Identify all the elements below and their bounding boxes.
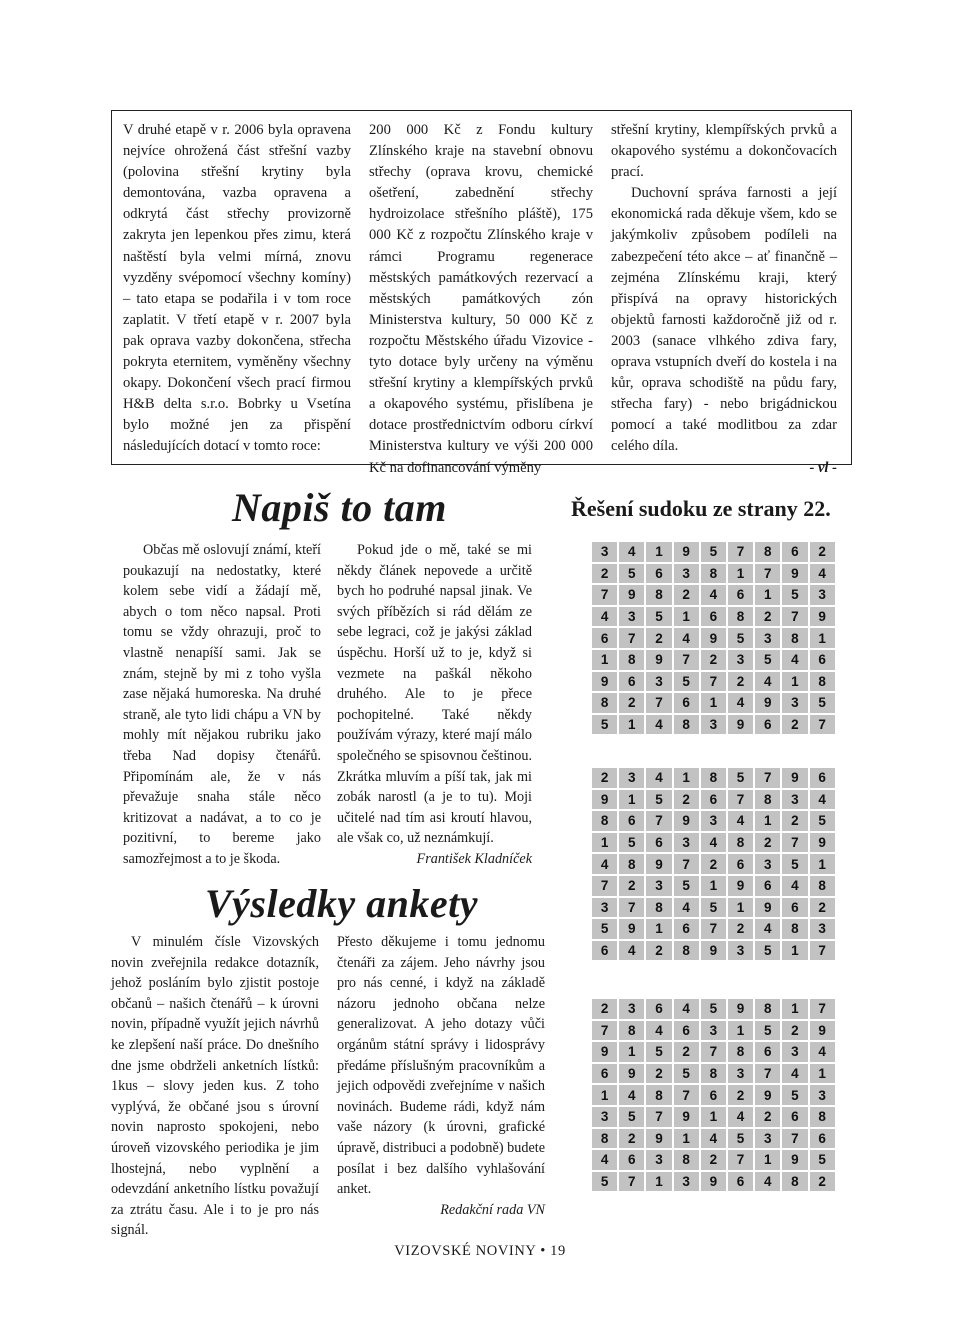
- sudoku-cell: 9: [618, 1063, 645, 1085]
- sudoku-cell: 2: [673, 1041, 700, 1063]
- anketa-col1: [111, 932, 319, 1241]
- sudoku-cell: 7: [727, 789, 754, 811]
- sudoku-row: [591, 897, 836, 919]
- sudoku-cell: 7: [781, 832, 808, 854]
- sudoku-cell: 8: [781, 1171, 808, 1193]
- sudoku-cell: 8: [618, 1020, 645, 1042]
- sudoku-cell: 3: [809, 918, 836, 940]
- sudoku-cell: 6: [809, 649, 836, 671]
- sudoku-cell: 3: [618, 767, 645, 789]
- sudoku-row: [591, 789, 836, 811]
- sudoku-cell: 3: [591, 1106, 618, 1128]
- sudoku-cell: 1: [591, 1084, 618, 1106]
- sudoku-cell: 9: [591, 789, 618, 811]
- sudoku-cell: 8: [727, 1041, 754, 1063]
- sudoku-row: [591, 1128, 836, 1150]
- sudoku-cell: 4: [673, 627, 700, 649]
- sudoku-cell: 5: [645, 606, 672, 628]
- sudoku-cell: 9: [591, 1041, 618, 1063]
- sudoku-cell: 1: [618, 1041, 645, 1063]
- sudoku-cell: 8: [781, 627, 808, 649]
- sudoku-cell: 9: [754, 1084, 781, 1106]
- sudoku-row: [591, 810, 836, 832]
- sudoku-cell: 1: [781, 671, 808, 693]
- sudoku-row: [591, 649, 836, 671]
- sudoku-cell: 3: [754, 627, 781, 649]
- sudoku-cell: 1: [809, 1063, 836, 1085]
- sudoku-cell: 5: [591, 714, 618, 736]
- sudoku-cell: 5: [727, 1128, 754, 1150]
- sudoku-cell: 4: [618, 1084, 645, 1106]
- sudoku-cell: 2: [700, 1149, 727, 1171]
- sudoku-title: Řešení sudoku ze strany 22.: [571, 496, 831, 521]
- sudoku-row: [591, 1041, 836, 1063]
- sudoku-cell: 5: [727, 627, 754, 649]
- sudoku-cell: 3: [781, 692, 808, 714]
- anketa-col2-text: Přesto děkujeme i tomu jednomu čtenáři za zájem. Jeho návrhy jsou pro nás cenné, i když na základě názoru jednoho občana nelze generalizovat. A jeho dotazy vůči orgánům státní správy i lidosprávy předáme příslušným pracovníkům a jejich odpovědi zveřejníme v našich novinách. Budeme rádi, když nám vaše názory (k úrovni, grafické úpravě, distribuci a podobně) budete posílat i bez dalšího vyhlašování anket.: [337, 934, 545, 1198]
- sudoku-cell: 9: [673, 1106, 700, 1128]
- sudoku-cell: 7: [809, 998, 836, 1020]
- sudoku-row: [591, 1063, 836, 1085]
- sudoku-cell: 2: [781, 714, 808, 736]
- sudoku-cell: 9: [700, 627, 727, 649]
- napis-col2-text: Pokud jde o mě, také se mi někdy článek nepovede a určitě bych ho podruhé napsal jinak. Ve svých příbězích si rád dělám ze sebe legraci, což je jakýsi základ úspěchu. Horší už to je, když si vezmete na paškál někoho druhého. Ale to je přece pochopitelné. Také někdy používám výrazy, které mají málo společného se spisovnou češtinou. Zkrátka mluvím a píší tak, jak mi zobák narostl (a je to tu). Moji učitelé nad tím asi kroutí hlavou, ale však co, už neznámkují.: [337, 542, 532, 847]
- sudoku-cell: 8: [754, 541, 781, 563]
- sudoku-cell: 3: [700, 1020, 727, 1042]
- sudoku-cell: 6: [809, 767, 836, 789]
- sudoku-cell: 4: [781, 1063, 808, 1085]
- sudoku-cell: 4: [700, 1128, 727, 1150]
- sudoku-cell: 6: [618, 671, 645, 693]
- sudoku-cell: 3: [618, 606, 645, 628]
- sudoku-cell: 9: [673, 810, 700, 832]
- sudoku-cell: 1: [700, 1106, 727, 1128]
- sudoku-cell: 7: [727, 541, 754, 563]
- sudoku-cell: 4: [673, 998, 700, 1020]
- sudoku-cell: 4: [809, 563, 836, 585]
- sudoku-cell: 6: [754, 1041, 781, 1063]
- sudoku-cell: 5: [700, 998, 727, 1020]
- sudoku-grid-3: [590, 997, 837, 1193]
- sudoku-cell: 6: [645, 832, 672, 854]
- sudoku-row: [591, 1106, 836, 1128]
- sudoku-cell: 2: [809, 897, 836, 919]
- sudoku-cell: 7: [754, 563, 781, 585]
- sudoku-cell: 3: [727, 940, 754, 962]
- sudoku-cell: 4: [673, 897, 700, 919]
- sudoku-cell: 1: [700, 692, 727, 714]
- sudoku-row: [591, 714, 836, 736]
- sudoku-row: [591, 584, 836, 606]
- sudoku-cell: 3: [645, 875, 672, 897]
- sudoku-cell: 2: [618, 875, 645, 897]
- sudoku-cell: 7: [673, 1084, 700, 1106]
- sudoku-cell: 1: [754, 584, 781, 606]
- sudoku-cell: 6: [700, 789, 727, 811]
- sudoku-cell: 9: [809, 606, 836, 628]
- sudoku-cell: 4: [700, 584, 727, 606]
- top-article-col2: [369, 120, 593, 479]
- sudoku-cell: 9: [781, 1149, 808, 1171]
- sudoku-cell: 7: [618, 1171, 645, 1193]
- sudoku-cell: 2: [754, 606, 781, 628]
- top-article-col3: [611, 120, 837, 479]
- sudoku-cell: 6: [754, 714, 781, 736]
- sudoku-cell: 8: [618, 649, 645, 671]
- sudoku-cell: 5: [591, 1171, 618, 1193]
- sudoku-row: [591, 1084, 836, 1106]
- sudoku-cell: 9: [781, 767, 808, 789]
- sudoku-cell: 1: [727, 1020, 754, 1042]
- napis-title: Napiš to tam: [232, 485, 447, 530]
- sudoku-cell: 7: [645, 692, 672, 714]
- sudoku-row: [591, 998, 836, 1020]
- sudoku-cell: 9: [645, 649, 672, 671]
- sudoku-cell: 3: [727, 649, 754, 671]
- sudoku-cell: 2: [591, 767, 618, 789]
- sudoku-cell: 1: [673, 767, 700, 789]
- sudoku-cell: 2: [645, 627, 672, 649]
- sudoku-cell: 7: [809, 714, 836, 736]
- sudoku-row: [591, 853, 836, 875]
- sudoku-cell: 2: [727, 918, 754, 940]
- sudoku-cell: 3: [727, 1063, 754, 1085]
- sudoku-cell: 2: [727, 671, 754, 693]
- sudoku-cell: 9: [591, 671, 618, 693]
- sudoku-cell: 8: [700, 563, 727, 585]
- sudoku-cell: 7: [591, 875, 618, 897]
- sudoku-cell: 3: [781, 1041, 808, 1063]
- sudoku-cell: 1: [645, 918, 672, 940]
- sudoku-cell: 1: [809, 627, 836, 649]
- sudoku-cell: 9: [809, 1020, 836, 1042]
- sudoku-cell: 7: [754, 767, 781, 789]
- sudoku-cell: 5: [809, 1149, 836, 1171]
- sudoku-cell: 1: [727, 563, 754, 585]
- sudoku-cell: 4: [781, 649, 808, 671]
- sudoku-cell: 1: [673, 1128, 700, 1150]
- sudoku-cell: 9: [673, 541, 700, 563]
- sudoku-cell: 2: [618, 1128, 645, 1150]
- sudoku-cell: 2: [673, 789, 700, 811]
- sudoku-cell: 6: [591, 1063, 618, 1085]
- sudoku-cell: 3: [809, 584, 836, 606]
- page-footer: VIZOVSKÉ NOVINY • 19: [394, 1243, 566, 1259]
- napis-col1: [123, 540, 321, 870]
- sudoku-cell: 5: [618, 1106, 645, 1128]
- sudoku-cell: 6: [727, 853, 754, 875]
- sudoku-row: [591, 1171, 836, 1193]
- sudoku-cell: 6: [618, 1149, 645, 1171]
- sudoku-cell: 2: [591, 998, 618, 1020]
- sudoku-cell: 9: [618, 918, 645, 940]
- sudoku-row: [591, 875, 836, 897]
- sudoku-cell: 9: [645, 853, 672, 875]
- sudoku-cell: 2: [673, 584, 700, 606]
- sudoku-cell: 6: [591, 627, 618, 649]
- napis-signature: František Kladníček: [416, 850, 532, 867]
- sudoku-cell: 6: [700, 606, 727, 628]
- sudoku-cell: 9: [727, 714, 754, 736]
- sudoku-cell: 6: [673, 1020, 700, 1042]
- sudoku-cell: 2: [700, 649, 727, 671]
- sudoku-grid-1: [590, 540, 837, 736]
- sudoku-cell: 4: [645, 767, 672, 789]
- sudoku-cell: 3: [673, 1171, 700, 1193]
- sudoku-cell: 2: [645, 940, 672, 962]
- anketa-title: Výsledky ankety: [205, 881, 478, 926]
- sudoku-cell: 5: [645, 1041, 672, 1063]
- sudoku-cell: 7: [645, 810, 672, 832]
- sudoku-cell: 2: [809, 1171, 836, 1193]
- sudoku-cell: 1: [645, 541, 672, 563]
- sudoku-row: [591, 563, 836, 585]
- sudoku-cell: 3: [781, 789, 808, 811]
- sudoku-cell: 7: [591, 1020, 618, 1042]
- sudoku-cell: 5: [673, 875, 700, 897]
- sudoku-cell: 8: [645, 897, 672, 919]
- sudoku-cell: 4: [700, 832, 727, 854]
- sudoku-cell: 8: [781, 918, 808, 940]
- sudoku-cell: 2: [781, 810, 808, 832]
- sudoku-cell: 7: [809, 940, 836, 962]
- sudoku-cell: 6: [781, 541, 808, 563]
- sudoku-row: [591, 606, 836, 628]
- sudoku-cell: 9: [754, 897, 781, 919]
- sudoku-cell: 8: [809, 1106, 836, 1128]
- sudoku-row: [591, 541, 836, 563]
- sudoku-cell: 1: [781, 998, 808, 1020]
- sudoku-cell: 4: [591, 606, 618, 628]
- sudoku-cell: 9: [727, 998, 754, 1020]
- sudoku-cell: 6: [591, 940, 618, 962]
- sudoku-cell: 7: [618, 627, 645, 649]
- sudoku-cell: 1: [591, 832, 618, 854]
- sudoku-cell: 7: [781, 1128, 808, 1150]
- sudoku-cell: 1: [618, 789, 645, 811]
- sudoku-cell: 4: [727, 692, 754, 714]
- sudoku-cell: 4: [809, 1041, 836, 1063]
- sudoku-cell: 7: [727, 1149, 754, 1171]
- sudoku-cell: 7: [673, 649, 700, 671]
- sudoku-row: [591, 1149, 836, 1171]
- sudoku-row: [591, 940, 836, 962]
- top-col3-text-b: Duchovní správa farnosti a její ekonomická rada děkuje všem, kdo se jakýmkoliv způsobem podíleli na zabezpečení této akce – ať finančně – zejména Zlínskému kraji, který přispívá na opravy historických objektů farnosti každoročně již od r. 2003 (sanace vlhkého zdiva fary, oprava vstupních dveří do kostela i na kůr, oprava schodiště na půdu fary, střecha fary) - nebo brigádnickou pomocí a také modlitbou za zdar celého díla.: [611, 185, 837, 455]
- sudoku-cell: 4: [727, 810, 754, 832]
- sudoku-cell: 8: [645, 1084, 672, 1106]
- sudoku-cell: 4: [754, 671, 781, 693]
- sudoku-cell: 6: [673, 692, 700, 714]
- sudoku-cell: 4: [618, 940, 645, 962]
- sudoku-cell: 7: [781, 606, 808, 628]
- sudoku-cell: 1: [781, 940, 808, 962]
- sudoku-cell: 4: [645, 1020, 672, 1042]
- sudoku-cell: 9: [727, 875, 754, 897]
- top-col2-text: 200 000 Kč z Fondu kultury Zlínského kraje na stavební obnovu střechy (oprava krovu, chemické ošetření, zabednění střechy hydroizolace střešního pláště), 175 000 Kč z rozpočtu Zlínského kraje v rámci Programu regenerace městských památkových rezervací a městských památkových zón Ministerstva kultury, 50 000 Kč z rozpočtu Městského úřadu Vizovice - tyto dotace byly určeny na výměnu střešní krytiny a klempířských prvků a okapového systému, přislíbena je dotace prostřednictvím odboru církví Ministerstva kultury ve výši 200 000 Kč na dofinancování výměny: [369, 122, 593, 476]
- anketa-signature: Redakční rada VN: [440, 1201, 545, 1218]
- sudoku-cell: 5: [645, 789, 672, 811]
- sudoku-cell: 2: [781, 1020, 808, 1042]
- sudoku-cell: 8: [754, 998, 781, 1020]
- sudoku-cell: 5: [673, 1063, 700, 1085]
- top-col3-text-a: střešní krytiny, klempířských prvků a okapového systému a dokončovacích prací.: [611, 122, 837, 181]
- sudoku-cell: 2: [700, 853, 727, 875]
- sudoku-cell: 5: [754, 1020, 781, 1042]
- sudoku-cell: 7: [673, 853, 700, 875]
- sudoku-cell: 8: [727, 832, 754, 854]
- sudoku-cell: 7: [700, 671, 727, 693]
- sudoku-cell: 5: [754, 649, 781, 671]
- sudoku-cell: 5: [781, 853, 808, 875]
- sudoku-cell: 8: [591, 810, 618, 832]
- sudoku-cell: 9: [645, 1128, 672, 1150]
- sudoku-cell: 1: [591, 649, 618, 671]
- top-article-col1: [123, 120, 351, 458]
- sudoku-cell: 8: [700, 1063, 727, 1085]
- sudoku-cell: 5: [591, 918, 618, 940]
- top-col1-text: V druhé etapě v r. 2006 byla opravena nejvíce ohrožená část střešní vazby (polovina střešní krytiny byla demontována, vazba opravena a odkrytá část střechy provizorně zakryta jen lepenkou přes zimu, která naštěstí byla velmi mírná, znovu vyzděny svépomocí všechny komíny) – tato etapa se podařila i v tom roce zaplatit. V třetí etapě v r. 2007 byla pak oprava vazby dokončena, střecha pokryta eternitem, vyměněny všechny okapy. Dokončení všech prací firmou H&B delta s.r.o. Bobrky u Vsetína bylo možné jen za přispění následujících dotací v tomto roce:: [123, 122, 351, 455]
- sudoku-cell: 6: [700, 1084, 727, 1106]
- sudoku-cell: 3: [645, 1149, 672, 1171]
- sudoku-cell: 3: [700, 810, 727, 832]
- sudoku-cell: 4: [754, 918, 781, 940]
- sudoku-cell: 8: [673, 714, 700, 736]
- sudoku-cell: 8: [809, 671, 836, 693]
- sudoku-row: [591, 767, 836, 789]
- sudoku-row: [591, 832, 836, 854]
- sudoku-cell: 7: [645, 1106, 672, 1128]
- sudoku-cell: 6: [781, 897, 808, 919]
- sudoku-cell: 8: [700, 767, 727, 789]
- sudoku-cell: 1: [700, 875, 727, 897]
- sudoku-cell: 2: [809, 541, 836, 563]
- sudoku-cell: 9: [618, 584, 645, 606]
- sudoku-cell: 3: [673, 563, 700, 585]
- sudoku-cell: 5: [700, 897, 727, 919]
- sudoku-cell: 3: [645, 671, 672, 693]
- sudoku-cell: 5: [754, 940, 781, 962]
- sudoku-cell: 9: [700, 1171, 727, 1193]
- sudoku-cell: 4: [618, 541, 645, 563]
- sudoku-cell: 4: [591, 1149, 618, 1171]
- sudoku-cell: 6: [781, 1106, 808, 1128]
- sudoku-cell: 9: [700, 940, 727, 962]
- sudoku-cell: 1: [754, 810, 781, 832]
- napis-col1-text: Občas mě oslovují známí, kteří poukazují na nedostatky, které kolem sebe vidí a žádají mě, abych o tom něco napsal. Proti tomu se vždy ohrazuji, proč to vlastně nenapíší sami. Jak se znám, stejně by mi z toho vyšla zase nějaká humoreska. Na druhé straně, ale tyto lidi chápu a VN by mohly mít nějakou rubriku jako třeba Nad dopisy čtenářů. Připomínám ale, že v nás převažuje snaha stále něco kritizovat a nadávat, a to co je pozitivní, to bereme jako samozřejmost a to je škoda.: [123, 542, 321, 867]
- sudoku-cell: 3: [591, 541, 618, 563]
- sudoku-cell: 8: [809, 875, 836, 897]
- sudoku-cell: 5: [781, 584, 808, 606]
- sudoku-cell: 1: [645, 1171, 672, 1193]
- sudoku-cell: 7: [700, 918, 727, 940]
- sudoku-cell: 3: [591, 897, 618, 919]
- sudoku-cell: 9: [754, 692, 781, 714]
- sudoku-cell: 2: [591, 563, 618, 585]
- sudoku-cell: 2: [618, 692, 645, 714]
- sudoku-row: [591, 1020, 836, 1042]
- sudoku-cell: 8: [591, 1128, 618, 1150]
- sudoku-cell: 2: [645, 1063, 672, 1085]
- sudoku-cell: 6: [645, 563, 672, 585]
- sudoku-cell: 2: [727, 1084, 754, 1106]
- sudoku-cell: 1: [618, 714, 645, 736]
- sudoku-cell: 9: [781, 563, 808, 585]
- sudoku-cell: 6: [727, 584, 754, 606]
- sudoku-cell: 7: [700, 1041, 727, 1063]
- sudoku-cell: 4: [727, 1106, 754, 1128]
- napis-col2: [337, 540, 532, 870]
- sudoku-cell: 3: [673, 832, 700, 854]
- sudoku-cell: 3: [700, 714, 727, 736]
- sudoku-cell: 4: [645, 714, 672, 736]
- sudoku-cell: 7: [591, 584, 618, 606]
- sudoku-cell: 3: [754, 1128, 781, 1150]
- sudoku-cell: 7: [754, 1063, 781, 1085]
- sudoku-cell: 5: [673, 671, 700, 693]
- top-signature: - vl -: [809, 459, 837, 476]
- sudoku-cell: 6: [727, 1171, 754, 1193]
- sudoku-grid-2: [590, 766, 837, 962]
- sudoku-cell: 1: [809, 853, 836, 875]
- sudoku-cell: 4: [809, 789, 836, 811]
- sudoku-cell: 1: [727, 897, 754, 919]
- sudoku-cell: 6: [809, 1128, 836, 1150]
- anketa-col1-text: V minulém čísle Vizovských novin zveřejnila redakce dotazník, jehož posláním bylo zjistit postoje občanů – našich čtenářů – k úrovni novin, případně využít jejich návrhů ke zlepšení naší práce. Do dnešního dne jsme obdrželi anketních lístků: 1kus – slovy jeden kus. Z toho vyplývá, že občané jsou s úrovní novin naprosto spokojeni, nebo úroveň vizovského periodika je jim lhostejná, nebo vyplnění a odevzdání anketního lístku považují za ztrátu času. Ale i to je pro nás signál.: [111, 934, 319, 1239]
- sudoku-cell: 2: [754, 832, 781, 854]
- sudoku-cell: 5: [727, 767, 754, 789]
- sudoku-cell: 6: [645, 998, 672, 1020]
- sudoku-row: [591, 627, 836, 649]
- sudoku-cell: 5: [618, 563, 645, 585]
- sudoku-cell: 3: [809, 1084, 836, 1106]
- sudoku-cell: 7: [618, 897, 645, 919]
- sudoku-row: [591, 918, 836, 940]
- sudoku-cell: 2: [754, 1106, 781, 1128]
- sudoku-cell: 8: [591, 692, 618, 714]
- sudoku-cell: 6: [754, 875, 781, 897]
- sudoku-cell: 6: [618, 810, 645, 832]
- sudoku-cell: 8: [673, 1149, 700, 1171]
- sudoku-cell: 5: [781, 1084, 808, 1106]
- sudoku-row: [591, 671, 836, 693]
- sudoku-cell: 3: [618, 998, 645, 1020]
- sudoku-cell: 4: [754, 1171, 781, 1193]
- sudoku-cell: 8: [618, 853, 645, 875]
- sudoku-cell: 4: [591, 853, 618, 875]
- sudoku-cell: 8: [727, 606, 754, 628]
- sudoku-cell: 8: [754, 789, 781, 811]
- sudoku-cell: 5: [618, 832, 645, 854]
- sudoku-cell: 1: [673, 606, 700, 628]
- sudoku-cell: 1: [754, 1149, 781, 1171]
- sudoku-cell: 5: [700, 541, 727, 563]
- sudoku-cell: 8: [673, 940, 700, 962]
- sudoku-cell: 5: [809, 692, 836, 714]
- sudoku-cell: 5: [809, 810, 836, 832]
- sudoku-row: [591, 692, 836, 714]
- sudoku-cell: 6: [673, 918, 700, 940]
- anketa-col2: [337, 932, 545, 1220]
- sudoku-cell: 8: [645, 584, 672, 606]
- sudoku-cell: 3: [754, 853, 781, 875]
- sudoku-cell: 4: [781, 875, 808, 897]
- sudoku-cell: 9: [809, 832, 836, 854]
